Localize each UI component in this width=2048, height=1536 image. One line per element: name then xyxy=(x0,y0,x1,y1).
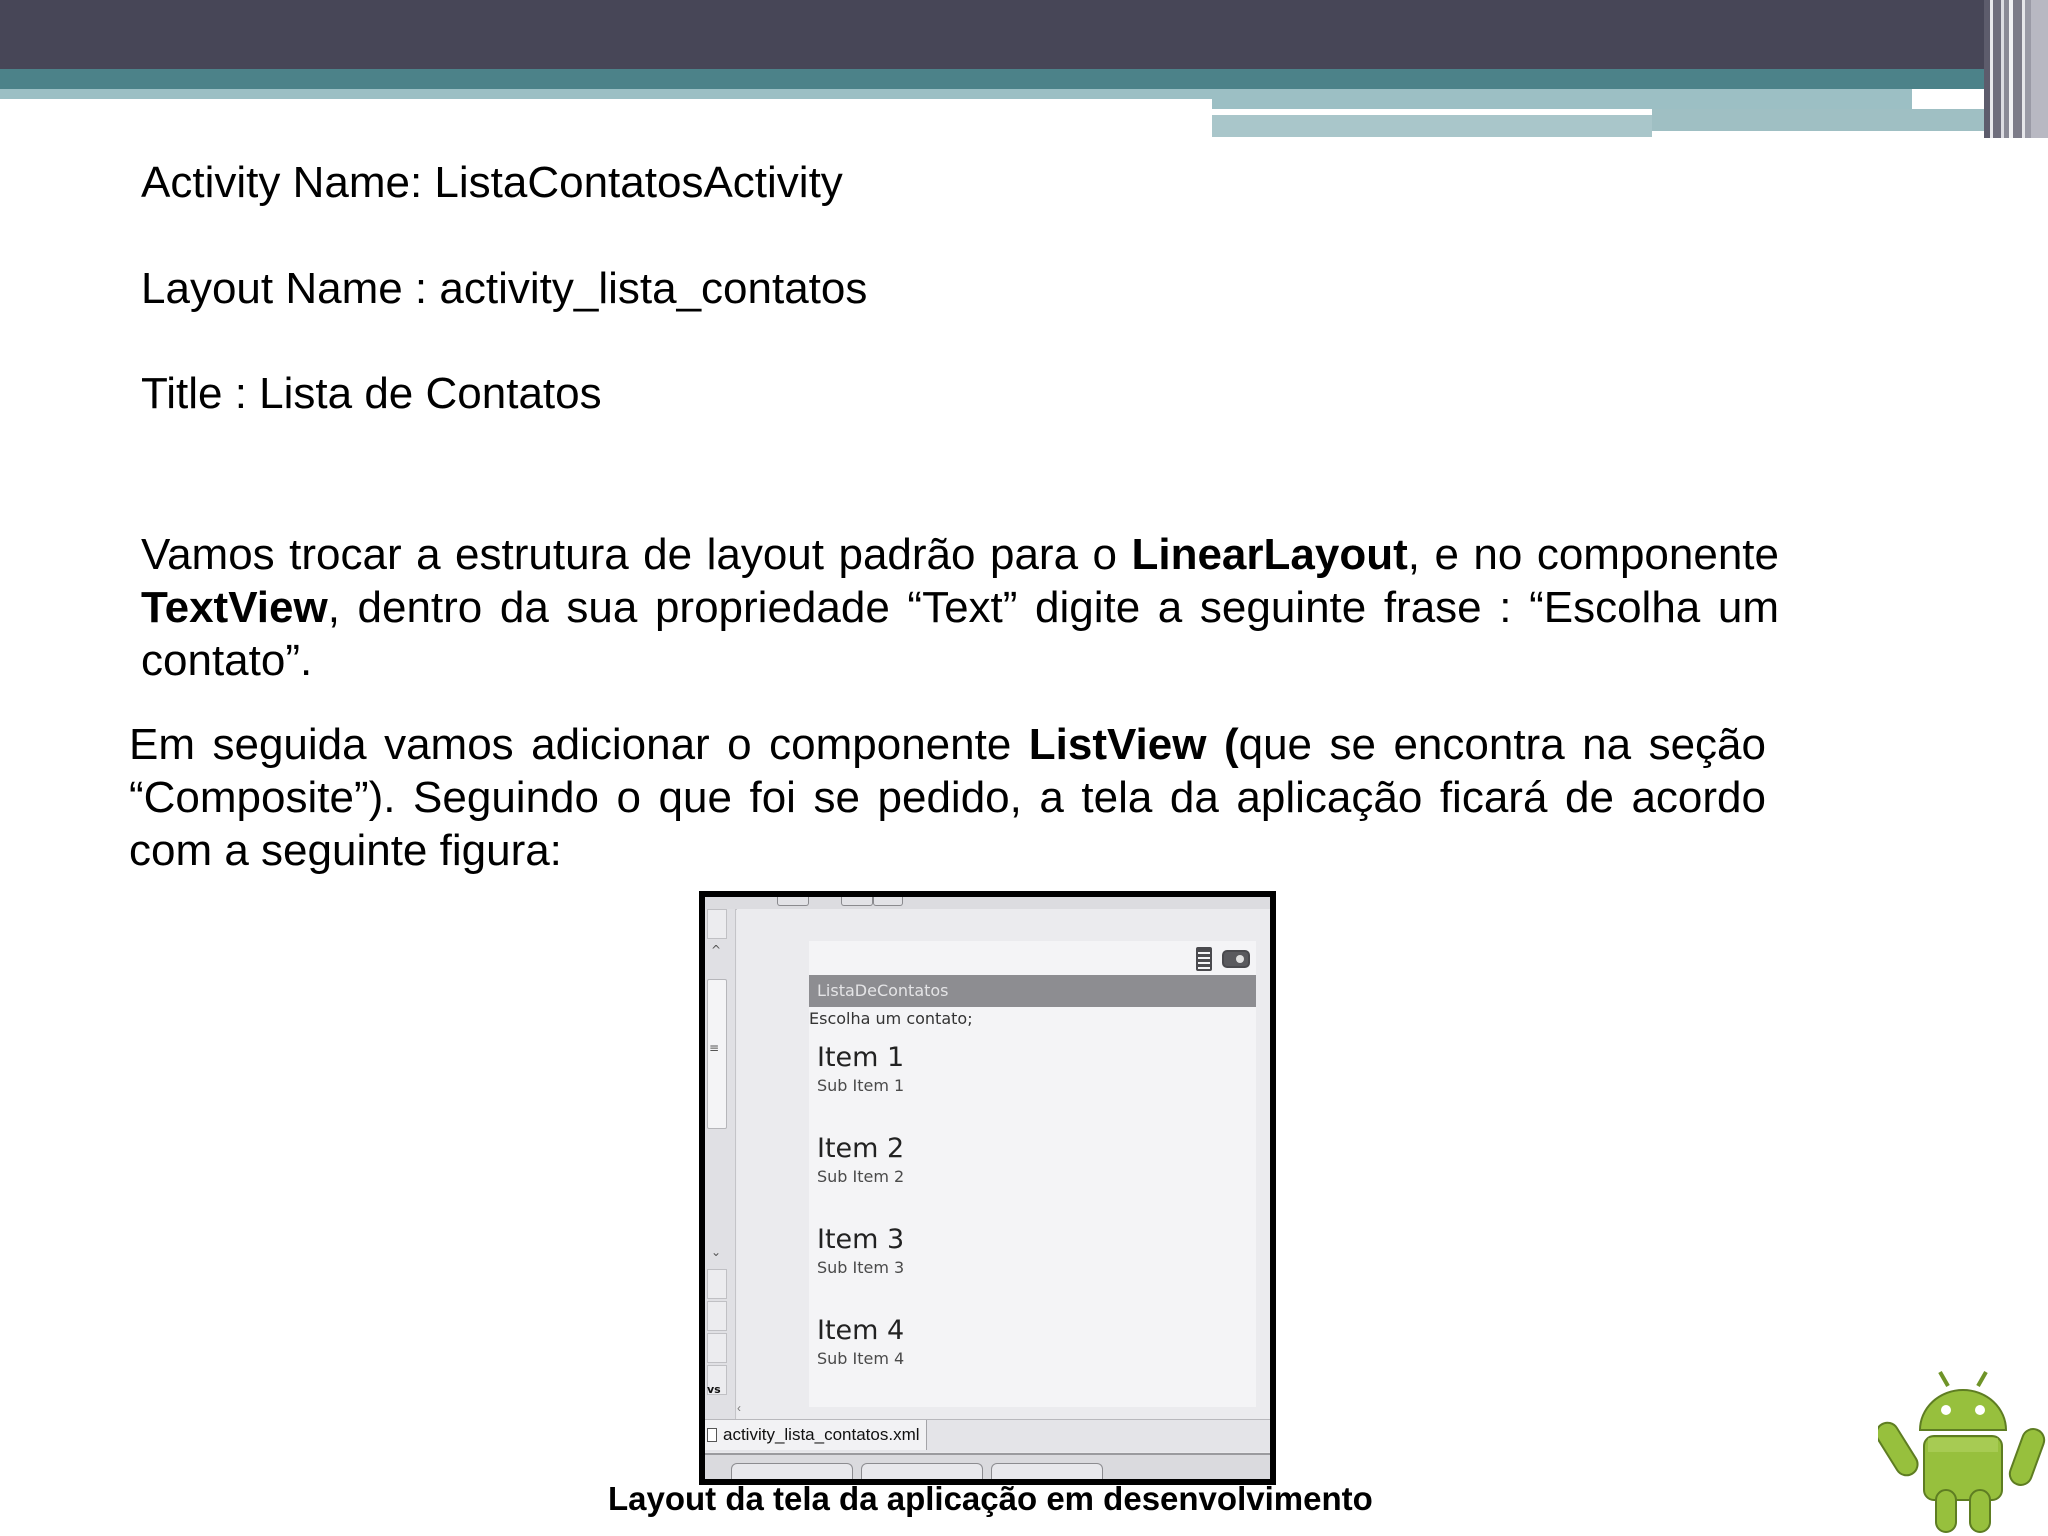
editor-tab-bar xyxy=(705,1419,1270,1452)
slide-header-right-block xyxy=(1212,89,1912,109)
slide-header-right-block-end xyxy=(1652,109,2010,131)
list-item-subtitle: Sub Item 2 xyxy=(817,1167,905,1186)
title-line: Title : Lista de Contatos xyxy=(141,369,602,418)
scroll-left-arrow-icon[interactable]: ‹ xyxy=(737,1401,741,1415)
list-item-title: Item 2 xyxy=(817,1133,905,1164)
paragraph-bold-term: ListView ( xyxy=(1028,720,1239,769)
rail-cell xyxy=(707,909,727,939)
list-item-subtitle: Sub Item 3 xyxy=(817,1258,905,1277)
paragraph-listview-instructions xyxy=(129,718,1766,877)
paragraph-text: Vamos trocar a estrutura de layout padrão para o xyxy=(141,530,1132,579)
toolbar-tab-stub xyxy=(841,895,873,906)
slide-header-light-strip xyxy=(0,89,1212,99)
toolbar-tab-stub xyxy=(777,895,809,906)
android-mascot-icon xyxy=(1878,1368,2048,1536)
list-item-subtitle: Sub Item 4 xyxy=(817,1349,905,1368)
slide-header-stripes xyxy=(1984,0,2048,138)
paragraph-text: , e no componente xyxy=(1407,530,1779,579)
paragraph-layout-instructions xyxy=(141,528,1779,687)
paragraph-text: , dentro da sua propriedade “Text” digite a seguinte frase : “Escolha um contato”. xyxy=(141,583,1779,685)
activity-name-line: Activity Name: ListaContatosActivity xyxy=(141,158,843,207)
list-item[interactable] xyxy=(817,1316,904,1370)
list-item[interactable] xyxy=(817,1134,904,1188)
layout-preview-screenshot xyxy=(699,891,1276,1485)
rail-cell xyxy=(707,1301,727,1331)
list-item[interactable] xyxy=(817,1225,904,1279)
scroll-up-arrow-icon[interactable]: ^ xyxy=(711,943,722,957)
file-tab-activity-lista-contatos[interactable]: activity_lista_contatos.xml xyxy=(705,1420,927,1450)
layout-name-line: Layout Name : activity_lista_contatos xyxy=(141,264,868,313)
textview-escolha-contato[interactable]: Escolha um contato; xyxy=(809,1009,973,1028)
figure-caption: Layout da tela da aplicação em desenvolvimento xyxy=(608,1480,1373,1517)
list-item[interactable] xyxy=(817,1043,904,1097)
device-screen-preview xyxy=(809,941,1256,1407)
list-item-title: Item 4 xyxy=(817,1315,905,1346)
rail-cell xyxy=(707,1269,727,1299)
layout-canvas[interactable] xyxy=(737,909,1270,1419)
slide-header-accent xyxy=(0,69,2048,89)
list-item-subtitle: Sub Item 1 xyxy=(817,1076,905,1095)
list-item-title: Item 1 xyxy=(817,1042,905,1073)
paragraph-bold-term: TextView xyxy=(141,583,328,632)
palette-label: vs xyxy=(707,1383,721,1396)
paragraph-text: que se encontra na seção “Composite”). Seguindo o que foi se pedido, a tela da aplicação ficará de acordo com a seguinte figura: xyxy=(129,720,1766,875)
paragraph-text: Em seguida vamos adicionar o componente xyxy=(129,720,1029,769)
signal-icon xyxy=(1196,947,1212,971)
app-title-bar: ListaDeContatos xyxy=(809,975,1256,1007)
scroll-down-arrow-icon[interactable]: ⌄ xyxy=(711,1245,722,1259)
battery-icon xyxy=(1222,950,1250,968)
slide-header-bar xyxy=(0,0,2048,69)
status-bar xyxy=(1196,947,1250,971)
list-item-title: Item 3 xyxy=(817,1224,905,1255)
palette-scroll-rail[interactable] xyxy=(705,909,736,1419)
paragraph-bold-term: LinearLayout xyxy=(1131,530,1408,579)
slide-header-right-block-lower xyxy=(1212,115,1652,137)
grip-icon: ≡ xyxy=(709,1041,720,1055)
toolbar-tab-stub xyxy=(873,895,903,906)
rail-cell xyxy=(707,1333,727,1363)
